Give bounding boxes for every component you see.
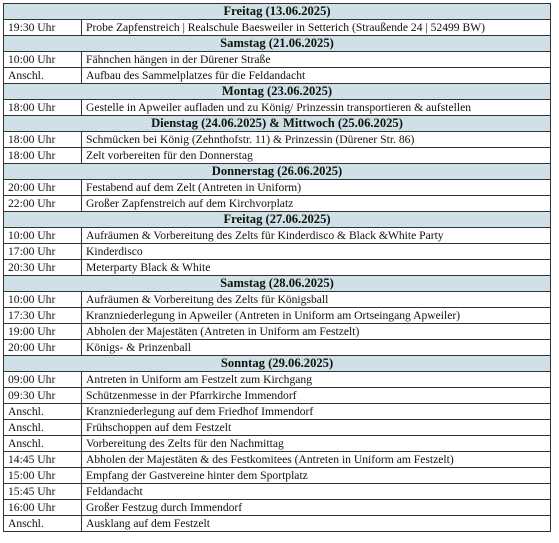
event-description: Antreten in Uniform am Festzelt zum Kirchgang (82, 372, 551, 388)
event-row (4, 516, 551, 532)
day-title: Montag (23.06.2025) (4, 84, 551, 100)
event-time: 10:00 Uhr (4, 228, 82, 244)
event-time: 09:00 Uhr (4, 372, 82, 388)
event-time: 19:30 Uhr (4, 20, 82, 36)
event-description: Frühschoppen auf dem Festzelt (82, 420, 551, 436)
event-row (4, 388, 551, 404)
schedule-table (3, 3, 551, 532)
event-description: Probe Zapfenstreich | Realschule Baesweiler in Setterich (Straußende 24 | 52499 BW) (82, 20, 551, 36)
event-description: Empfang der Gastvereine hinter dem Sportplatz (82, 468, 551, 484)
event-description: Gestelle in Apweiler aufladen und zu König/ Prinzessin transportieren & aufstellen (82, 100, 551, 116)
event-row (4, 500, 551, 516)
event-row (4, 68, 551, 84)
event-time: 17:00 Uhr (4, 244, 82, 260)
event-time: 15:00 Uhr (4, 468, 82, 484)
day-title: Donnerstag (26.06.2025) (4, 164, 551, 180)
event-description: Kranzniederlegung in Apweiler (Antreten in Uniform am Ortseingang Apweiler) (82, 308, 551, 324)
event-time: 10:00 Uhr (4, 52, 82, 68)
event-row (4, 468, 551, 484)
event-row (4, 52, 551, 68)
day-header-row (4, 4, 551, 20)
event-time: 10:00 Uhr (4, 292, 82, 308)
event-time: 14:45 Uhr (4, 452, 82, 468)
event-time: 09:30 Uhr (4, 388, 82, 404)
day-title: Dienstag (24.06.2025) & Mittwoch (25.06.2025) (4, 116, 551, 132)
event-description: Fähnchen hängen in der Dürener Straße (82, 52, 551, 68)
event-description: Abholen der Majestäten & des Festkomitees (Antreten in Uniform am Festzelt) (82, 452, 551, 468)
event-time: 19:00 Uhr (4, 324, 82, 340)
event-row (4, 244, 551, 260)
event-row (4, 308, 551, 324)
event-description: Zelt vorbereiten für den Donnerstag (82, 148, 551, 164)
event-row (4, 228, 551, 244)
event-row (4, 324, 551, 340)
event-time: Anschl. (4, 516, 82, 532)
day-header-row (4, 356, 551, 372)
event-time: Anschl. (4, 404, 82, 420)
event-description: Königs- & Prinzenball (82, 340, 551, 356)
event-description: Vorbereitung des Zelts für den Nachmittag (82, 436, 551, 452)
event-time: 18:00 Uhr (4, 148, 82, 164)
day-header-row (4, 276, 551, 292)
event-row (4, 484, 551, 500)
event-description: Großer Festzug durch Immendorf (82, 500, 551, 516)
event-description: Kranzniederlegung auf dem Friedhof Immendorf (82, 404, 551, 420)
event-row (4, 404, 551, 420)
day-title: Samstag (28.06.2025) (4, 276, 551, 292)
event-description: Aufräumen & Vorbereitung des Zelts für Kinderdisco & Black &White Party (82, 228, 551, 244)
event-row (4, 292, 551, 308)
schedule-body (4, 4, 551, 532)
event-description: Schmücken bei König (Zehnthofstr. 11) & Prinzessin (Dürener Str. 86) (82, 132, 551, 148)
event-time: 15:45 Uhr (4, 484, 82, 500)
day-header-row (4, 212, 551, 228)
event-row (4, 340, 551, 356)
day-header-row (4, 164, 551, 180)
event-row (4, 372, 551, 388)
day-title: Freitag (27.06.2025) (4, 212, 551, 228)
event-row (4, 180, 551, 196)
day-header-row (4, 116, 551, 132)
event-time: Anschl. (4, 68, 82, 84)
event-time: 18:00 Uhr (4, 132, 82, 148)
event-description: Meterparty Black & White (82, 260, 551, 276)
event-time: 22:00 Uhr (4, 196, 82, 212)
event-row (4, 260, 551, 276)
event-row (4, 436, 551, 452)
day-title: Sonntag (29.06.2025) (4, 356, 551, 372)
event-time: Anschl. (4, 436, 82, 452)
event-description: Feldandacht (82, 484, 551, 500)
event-time: 20:00 Uhr (4, 180, 82, 196)
event-description: Großer Zapfenstreich auf dem Kirchvorplatz (82, 196, 551, 212)
day-header-row (4, 84, 551, 100)
event-time: 18:00 Uhr (4, 100, 82, 116)
event-row (4, 148, 551, 164)
event-description: Aufbau des Sammelplatzes für die Feldandacht (82, 68, 551, 84)
event-time: 20:30 Uhr (4, 260, 82, 276)
event-time: 20:00 Uhr (4, 340, 82, 356)
event-row (4, 420, 551, 436)
event-time: Anschl. (4, 420, 82, 436)
day-header-row (4, 36, 551, 52)
event-row (4, 196, 551, 212)
event-description: Ausklang auf dem Festzelt (82, 516, 551, 532)
event-description: Kinderdisco (82, 244, 551, 260)
event-description: Festabend auf dem Zelt (Antreten in Uniform) (82, 180, 551, 196)
event-row (4, 452, 551, 468)
event-description: Schützenmesse in der Pfarrkirche Immendorf (82, 388, 551, 404)
day-title: Samstag (21.06.2025) (4, 36, 551, 52)
day-title: Freitag (13.06.2025) (4, 4, 551, 20)
event-row (4, 100, 551, 116)
event-description: Aufräumen & Vorbereitung des Zelts für Königsball (82, 292, 551, 308)
event-time: 16:00 Uhr (4, 500, 82, 516)
event-time: 17:30 Uhr (4, 308, 82, 324)
event-row (4, 20, 551, 36)
event-description: Abholen der Majestäten (Antreten in Uniform am Festzelt) (82, 324, 551, 340)
event-row (4, 132, 551, 148)
